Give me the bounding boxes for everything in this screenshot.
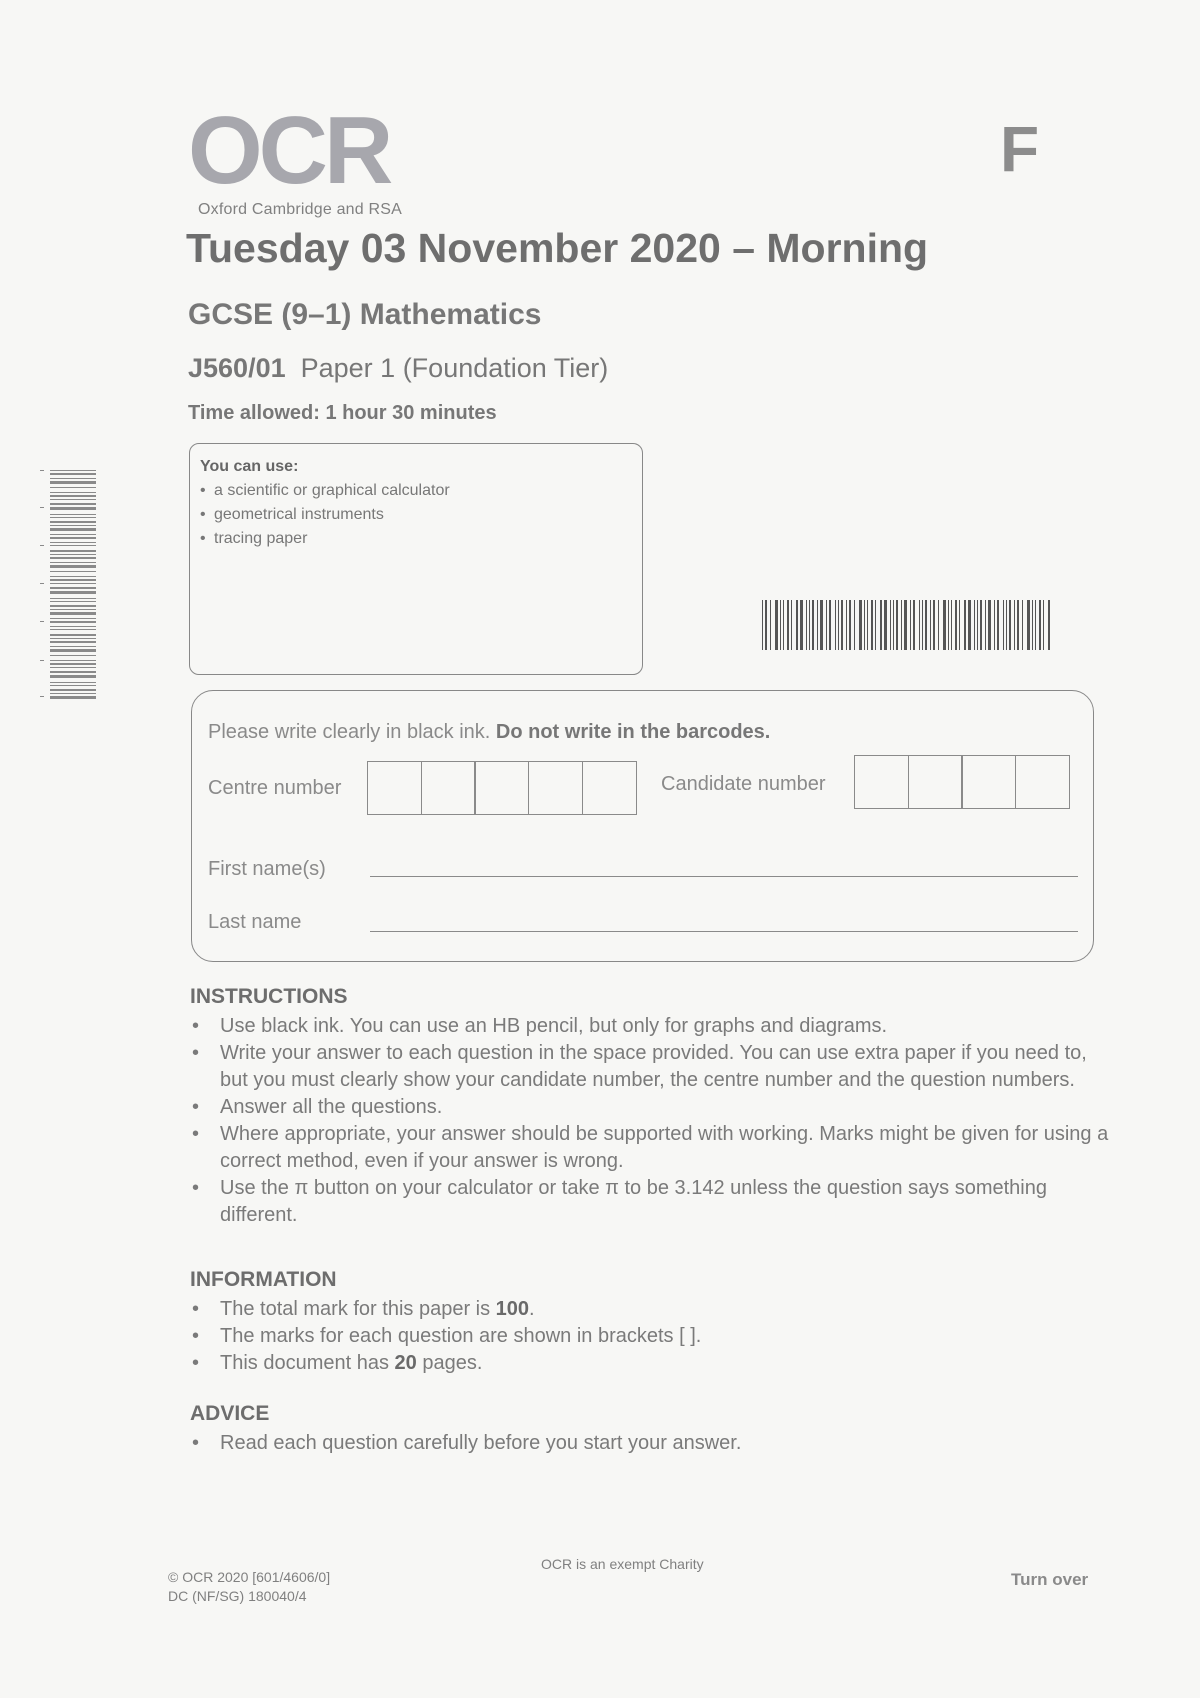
information-title: INFORMATION — [190, 1268, 337, 1291]
candidate-number-boxes[interactable] — [855, 755, 1070, 809]
advice-title: ADVICE — [190, 1402, 270, 1425]
centre-digit-box[interactable] — [367, 761, 422, 815]
instruction-item: • Write your answer to each question in the space provided. You can use extra paper if you need to, but you must clearly show your candidate number, the centre number and the question numbers. — [192, 1042, 1087, 1091]
logo-wordmark: OCR — [188, 97, 390, 204]
centre-digit-box[interactable] — [421, 761, 476, 815]
information-section — [190, 1268, 1110, 1377]
information-item: • This document has 20 pages. — [192, 1352, 483, 1374]
last-name-line[interactable] — [370, 931, 1078, 932]
subject-title: GCSE (9–1) Mathematics — [188, 298, 542, 331]
instructions-section — [190, 985, 1110, 1229]
time-allowed: Time allowed: 1 hour 30 minutes — [188, 402, 497, 424]
centre-number-label: Centre number — [208, 777, 342, 799]
you-can-use-title: You can use: — [200, 458, 299, 475]
document-code: DC (NF/SG) 180040/4 — [168, 1588, 307, 1604]
side-barcode — [40, 470, 96, 700]
main-barcode — [762, 600, 1056, 658]
advice-section — [190, 1402, 1110, 1457]
centre-digit-box[interactable] — [582, 761, 637, 815]
centre-digit-box[interactable] — [528, 761, 583, 815]
paper-title — [188, 353, 608, 384]
use-item: • tracing paper — [200, 530, 308, 547]
ink-instruction: Please write clearly in black ink. Do not write in the barcodes. — [208, 721, 771, 743]
centre-number-boxes[interactable] — [368, 761, 637, 815]
charity-note: OCR is an exempt Charity — [541, 1556, 704, 1572]
copyright-text: © OCR 2020 [601/4606/0] — [168, 1569, 331, 1585]
use-item: • a scientific or graphical calculator — [200, 482, 450, 499]
candidate-number-label: Candidate number — [661, 773, 826, 795]
information-item: • The marks for each question are shown in brackets [ ]. — [192, 1325, 702, 1347]
ocr-logo — [188, 97, 428, 219]
last-name-label: Last name — [208, 911, 302, 933]
you-can-use-box — [189, 443, 643, 675]
centre-digit-box[interactable] — [474, 761, 529, 815]
logo-tagline: Oxford Cambridge and RSA — [198, 201, 403, 218]
advice-item: • Read each question carefully before you start your answer. — [192, 1432, 742, 1454]
candidate-digit-box[interactable] — [908, 755, 963, 809]
tier-letter: F — [1000, 113, 1040, 185]
information-item: • The total mark for this paper is 100. — [192, 1298, 535, 1320]
candidate-details-box — [191, 690, 1094, 962]
instructions-title: INSTRUCTIONS — [190, 985, 348, 1008]
candidate-digit-box[interactable] — [961, 755, 1016, 809]
candidate-digit-box[interactable] — [854, 755, 909, 809]
instruction-item: • Use black ink. You can use an HB pencil, but only for graphs and diagrams. — [192, 1015, 888, 1037]
instruction-item: • Where appropriate, your answer should be supported with working. Marks might be given for using a correct method, even if your answer is wrong. — [192, 1123, 1109, 1172]
use-item: • geometrical instruments — [200, 506, 384, 523]
instruction-item: • Use the π button on your calculator or take π to be 3.142 unless the question says something different. — [192, 1177, 1047, 1226]
candidate-digit-box[interactable] — [1015, 755, 1070, 809]
paper-code: J560/01 — [188, 353, 286, 383]
first-name-line[interactable] — [370, 876, 1078, 877]
paper-name: Paper 1 (Foundation Tier) — [300, 353, 609, 383]
turn-over-label: Turn over — [1011, 1570, 1089, 1589]
first-name-label: First name(s) — [208, 858, 326, 880]
instruction-item: • Answer all the questions. — [192, 1096, 443, 1118]
footer-copyright — [168, 1568, 330, 1606]
exam-date-title: Tuesday 03 November 2020 – Morning — [186, 225, 929, 271]
